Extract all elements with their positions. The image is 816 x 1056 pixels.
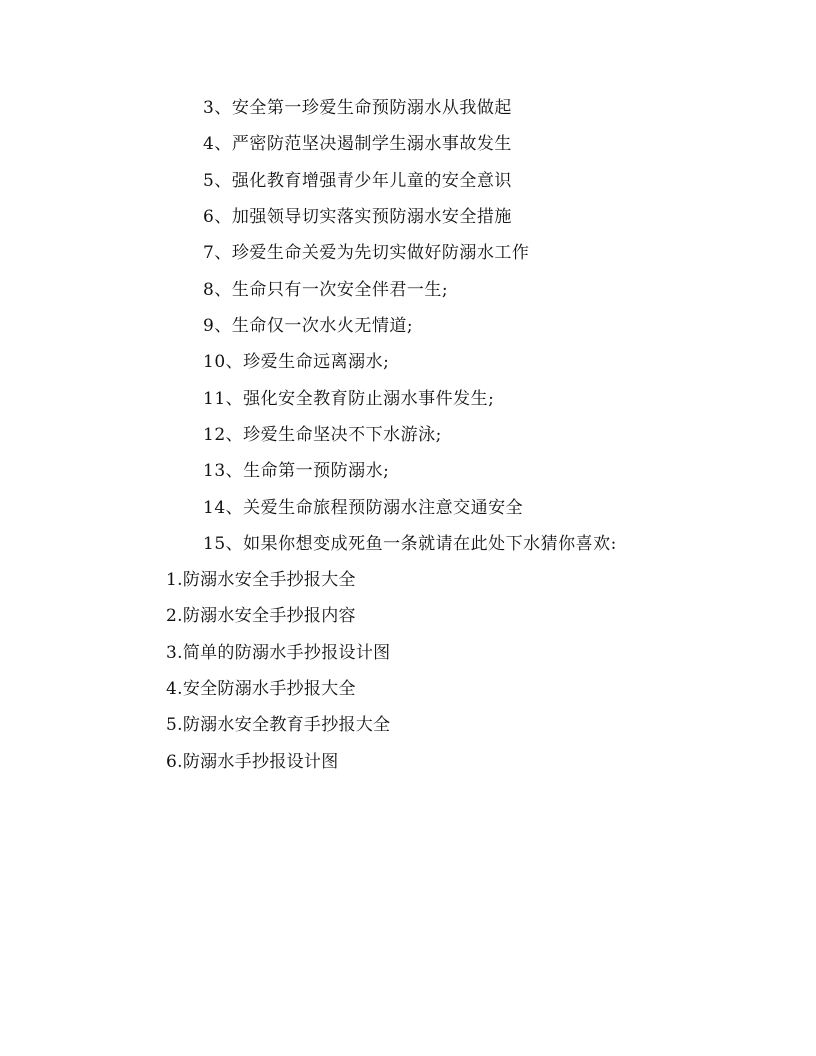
slogan-item: 6、加强领导切实落实预防溺水安全措施: [203, 207, 512, 227]
related-link[interactable]: 6.防溺水手抄报设计图: [166, 752, 339, 772]
slogan-item: 11、强化安全教育防止溺水事件发生;: [203, 389, 495, 409]
slogan-item: 7、珍爱生命关爱为先切实做好防溺水工作: [203, 243, 530, 263]
related-link[interactable]: 1.防溺水安全手抄报大全: [166, 570, 356, 590]
slogan-item: 8、生命只有一次安全伴君一生;: [203, 280, 449, 300]
related-link[interactable]: 3.简单的防溺水手抄报设计图: [166, 643, 391, 663]
slogan-item: 10、珍爱生命远离溺水;: [203, 352, 390, 372]
slogan-item: 13、生命第一预防溺水;: [203, 461, 390, 481]
slogan-item: 3、安全第一珍爱生命预防溺水从我做起: [203, 98, 512, 118]
slogan-item: 9、生命仅一次水火无情道;: [203, 316, 414, 336]
related-link[interactable]: 4.安全防溺水手抄报大全: [166, 679, 356, 699]
slogan-item: 14、关爱生命旅程预防溺水注意交通安全: [203, 498, 524, 518]
related-link[interactable]: 2.防溺水安全手抄报内容: [166, 606, 356, 626]
slogan-item: 5、强化教育增强青少年儿童的安全意识: [203, 171, 512, 191]
slogan-item: 4、严密防范坚决遏制学生溺水事故发生: [203, 134, 512, 154]
related-link[interactable]: 5.防溺水安全教育手抄报大全: [166, 715, 391, 735]
slogan-item: 15、如果你想变成死鱼一条就请在此处下水猜你喜欢:: [203, 534, 617, 554]
slogan-item: 12、珍爱生命坚决不下水游泳;: [203, 425, 442, 445]
